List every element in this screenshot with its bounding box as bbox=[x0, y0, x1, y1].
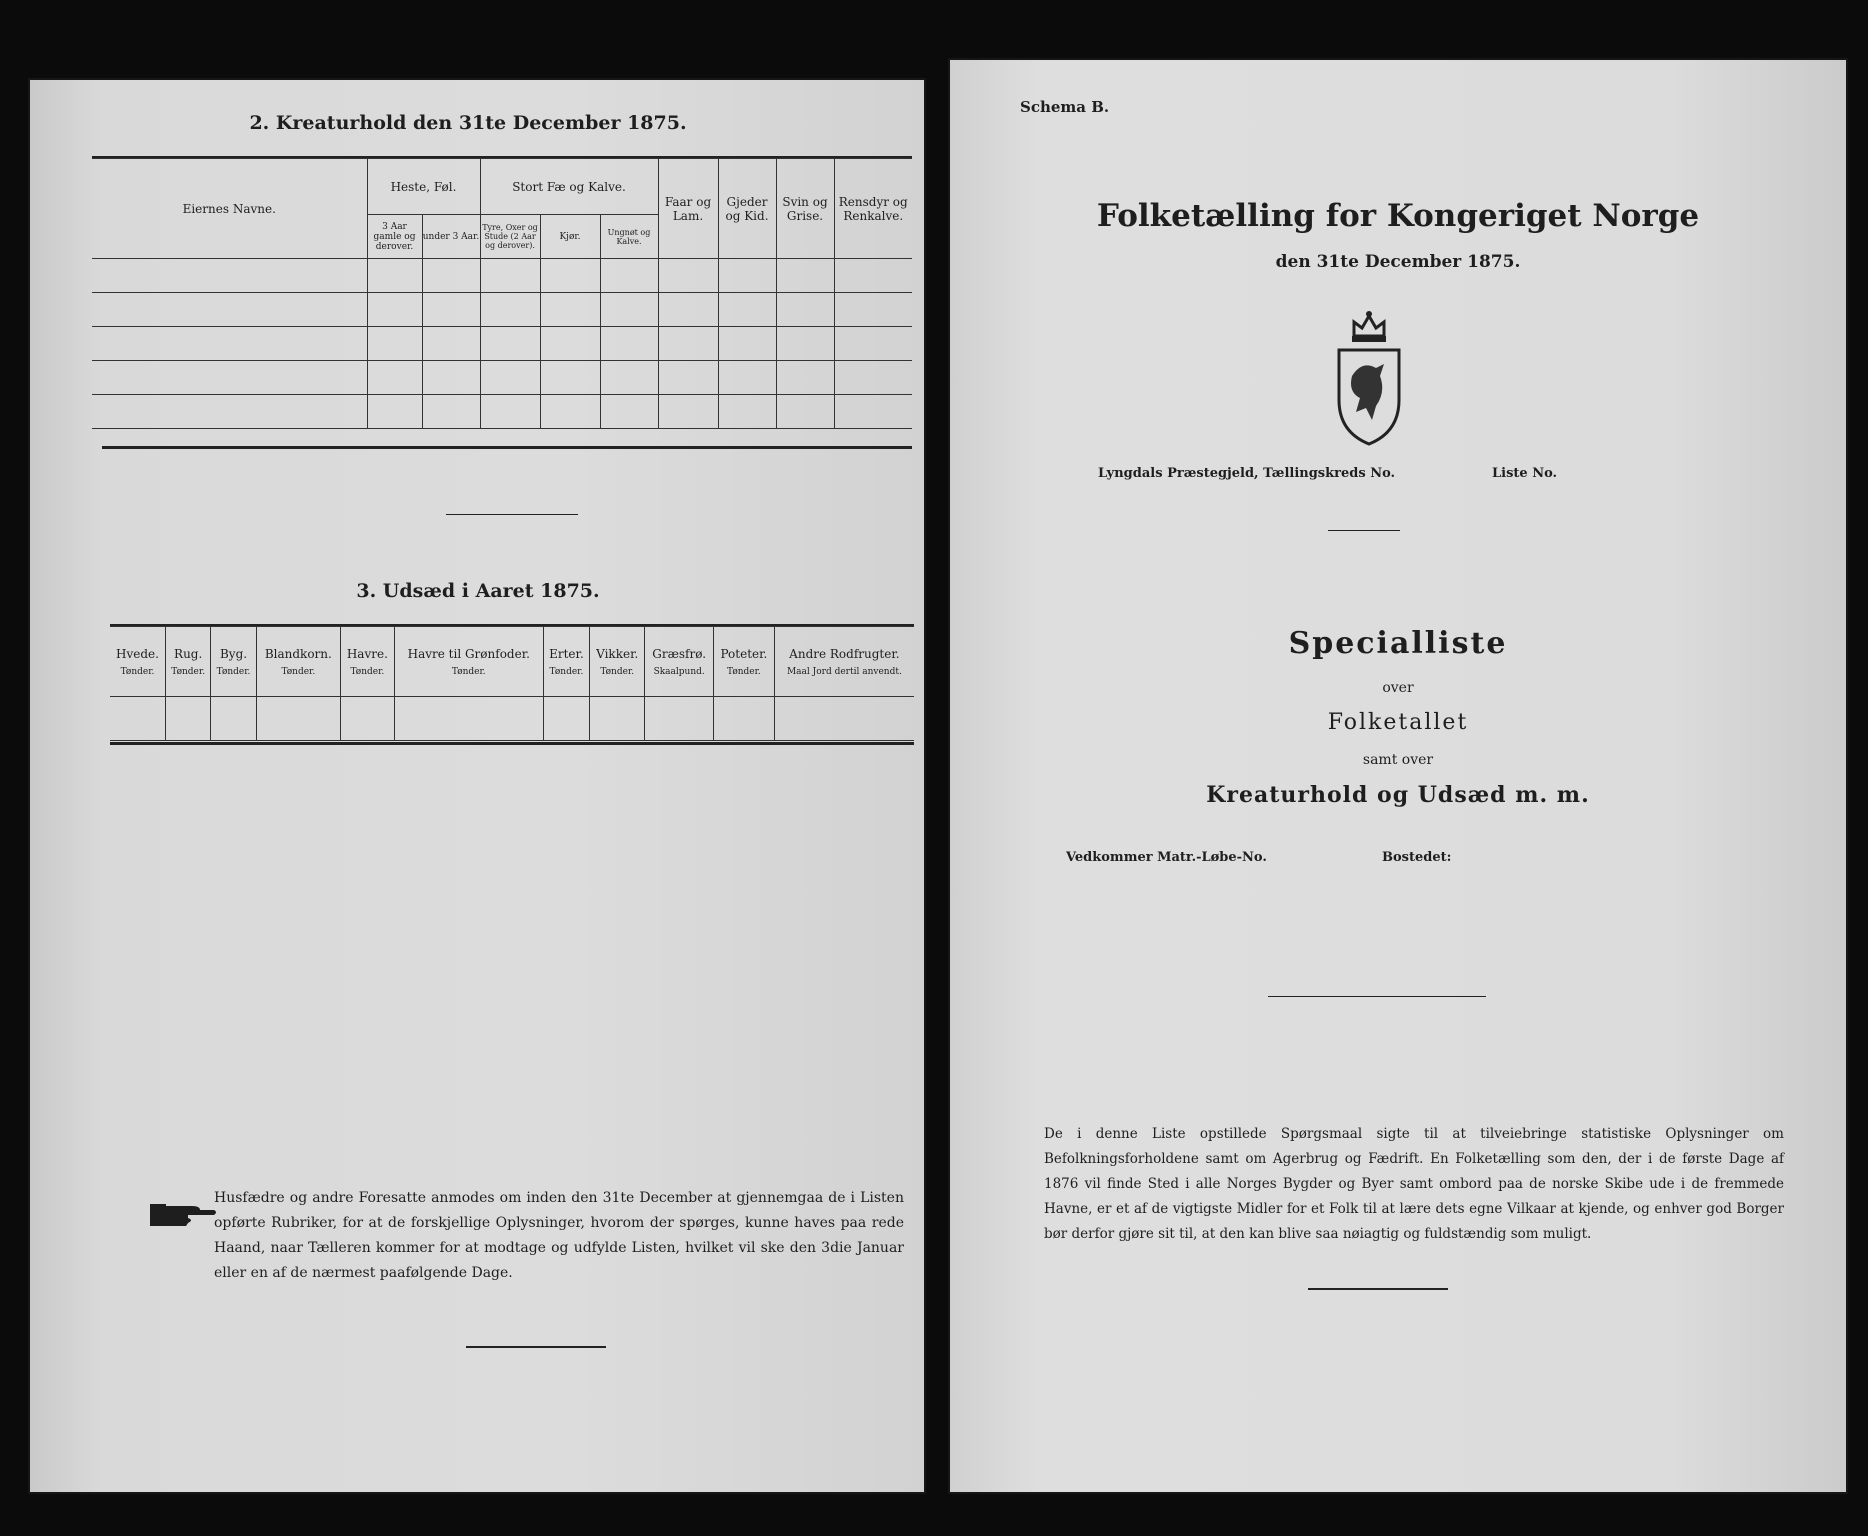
left-page bbox=[28, 78, 926, 1494]
sowing-col-header bbox=[714, 627, 775, 697]
table-row bbox=[92, 395, 912, 429]
sowing-col-header bbox=[110, 627, 166, 697]
sowing-col-header bbox=[645, 627, 714, 697]
sowing-col-header bbox=[340, 627, 394, 697]
coat-of-arms-icon bbox=[1324, 308, 1414, 448]
matr-label: Vedkommer Matr.-Løbe-No. bbox=[1066, 850, 1267, 865]
section2-title: 2. Kreaturhold den 31te December 1875. bbox=[249, 112, 687, 134]
sowing-col-unit: Tønder. bbox=[171, 666, 206, 677]
sowing-col-name: Rug. bbox=[174, 646, 203, 661]
sowing-table bbox=[110, 626, 914, 741]
sowing-col-name: Vikker. bbox=[596, 646, 639, 661]
parish-line: Lyngdals Præstegjeld, Tællingskreds No. bbox=[1098, 466, 1396, 481]
sowing-cell bbox=[590, 697, 645, 741]
over-text: over bbox=[1382, 680, 1414, 696]
sowing-col-unit: Tønder. bbox=[451, 666, 486, 677]
sowing-col-name: Havre. bbox=[346, 646, 388, 661]
table-row bbox=[92, 361, 912, 395]
tyre-header: Tyre, Oxer og Stude (2 Aar og derover). bbox=[480, 215, 540, 259]
heste-under3-header: under 3 Aar. bbox=[422, 215, 480, 259]
date-line: den 31te December 1875. bbox=[1275, 252, 1521, 272]
section3-bottom-rule bbox=[110, 742, 914, 745]
sowing-col-header bbox=[394, 627, 543, 697]
description-text: De i denne Liste opstillede Spørgsmaal sigte til at tilveiebringe statistiske Oplysninger om Befolkningsforholdene samt om Agerbrug og Fædrift. En Folketælling som den, der i de første Dage af 1876 vil finde Sted i alle Norges Bygder og Byer samt ombord paa de norske Skibe ude i de fremmede Havne, er et af de vigtigste Midler for et Folk til at lære dets egne Vilkaar at kjende, og enhver god Borger bør derfor gjøre sit til, at den kan blive saa nøiagtig og fuldstændig som muligt. bbox=[1044, 1126, 1784, 1242]
sowing-col-unit: Tønder. bbox=[216, 666, 251, 677]
ungnot-header: Ungnøt og Kalve. bbox=[600, 215, 658, 259]
heste-over3-header: 3 Aar gamle og derover. bbox=[367, 215, 422, 259]
table-row bbox=[92, 327, 912, 361]
sowing-col-name: Havre til Grønfoder. bbox=[407, 646, 530, 661]
kjor-header: Kjør. bbox=[540, 215, 600, 259]
kreaturhold-title: Kreaturhold og Udsæd m. m. bbox=[1206, 782, 1590, 808]
table-row bbox=[110, 697, 914, 741]
divider-short-right bbox=[1328, 530, 1400, 531]
sowing-col-unit: Tønder. bbox=[727, 666, 761, 677]
sowing-col-name: Poteter. bbox=[720, 646, 768, 661]
livestock-table bbox=[92, 158, 912, 429]
sowing-col-name: Erter. bbox=[549, 646, 584, 661]
sowing-col-unit: Tønder. bbox=[120, 666, 155, 677]
sowing-col-name: Byg. bbox=[219, 646, 248, 661]
sowing-cell bbox=[394, 697, 543, 741]
sowing-col-unit: Maal Jord dertil anvendt. bbox=[786, 666, 902, 677]
gjeder-header: Gjeder og Kid. bbox=[718, 159, 776, 259]
sowing-cell bbox=[714, 697, 775, 741]
sowing-col-header bbox=[590, 627, 645, 697]
sowing-col-header bbox=[256, 627, 340, 697]
samt-over-text: samt over bbox=[1362, 752, 1434, 768]
sowing-cell bbox=[166, 697, 211, 741]
sowing-col-header bbox=[774, 627, 914, 697]
folketallet-text: Folketallet bbox=[1327, 710, 1469, 735]
main-title: Folketælling for Kongeriget Norge bbox=[1096, 198, 1700, 234]
rensdyr-header: Rensdyr og Renkalve. bbox=[834, 159, 912, 259]
table-row bbox=[92, 293, 912, 327]
stort-fae-header: Stort Fæ og Kalve. bbox=[480, 159, 658, 215]
faar-header: Faar og Lam. bbox=[658, 159, 718, 259]
right-page bbox=[948, 58, 1848, 1494]
sowing-col-name: Græsfrø. bbox=[652, 646, 707, 661]
owner-header: Eiernes Navne. bbox=[92, 159, 367, 259]
sowing-col-name: Blandkorn. bbox=[264, 646, 332, 661]
table-row bbox=[92, 259, 912, 293]
sowing-col-name: Andre Rodfrugter. bbox=[789, 646, 900, 661]
sowing-col-header bbox=[166, 627, 211, 697]
sowing-col-unit: Skaalpund. bbox=[653, 666, 705, 677]
liste-no: Liste No. bbox=[1492, 466, 1558, 481]
divider-mid bbox=[1268, 996, 1486, 997]
sowing-cell bbox=[340, 697, 394, 741]
sowing-col-unit: Tønder. bbox=[350, 666, 385, 677]
section3-title: 3. Udsæd i Aaret 1875. bbox=[356, 580, 600, 602]
schema-label: Schema B. bbox=[1020, 98, 1110, 116]
sowing-col-header bbox=[543, 627, 589, 697]
svin-header: Svin og Grise. bbox=[776, 159, 834, 259]
divider-short bbox=[446, 514, 578, 515]
sowing-col-unit: Tønder. bbox=[281, 666, 316, 677]
notice-text: Husfædre og andre Foresatte anmodes om inden den 31te December at gjennemgaa de i Listen opførte Rubriker, for at de forskjellige Oplysninger, hvorom der spørges, kunne haves paa rede Haand, naar Tælleren kommer for at modtage og udfylde Listen, hvilket vil ske den 3die Januar eller en af de nærmest paafølgende Dage. bbox=[214, 1190, 904, 1281]
pointing-hand-icon bbox=[148, 1196, 218, 1232]
sowing-cell bbox=[543, 697, 589, 741]
sowing-col-unit: Tønder. bbox=[600, 666, 635, 677]
heste-header: Heste, Føl. bbox=[367, 159, 480, 215]
bostedet-label: Bostedet: bbox=[1382, 850, 1452, 865]
footer-rule-right bbox=[1308, 1288, 1448, 1290]
sowing-col-unit: Tønder. bbox=[549, 666, 584, 677]
sowing-cell bbox=[211, 697, 256, 741]
footer-rule bbox=[466, 1346, 606, 1348]
sowing-cell bbox=[110, 697, 166, 741]
section2-bottom-rule bbox=[102, 446, 912, 449]
sowing-cell bbox=[774, 697, 914, 741]
sowing-cell bbox=[645, 697, 714, 741]
sowing-col-name: Hvede. bbox=[116, 646, 159, 661]
sowing-col-header bbox=[211, 627, 256, 697]
sowing-cell bbox=[256, 697, 340, 741]
special-title: Specialliste bbox=[1288, 626, 1508, 661]
